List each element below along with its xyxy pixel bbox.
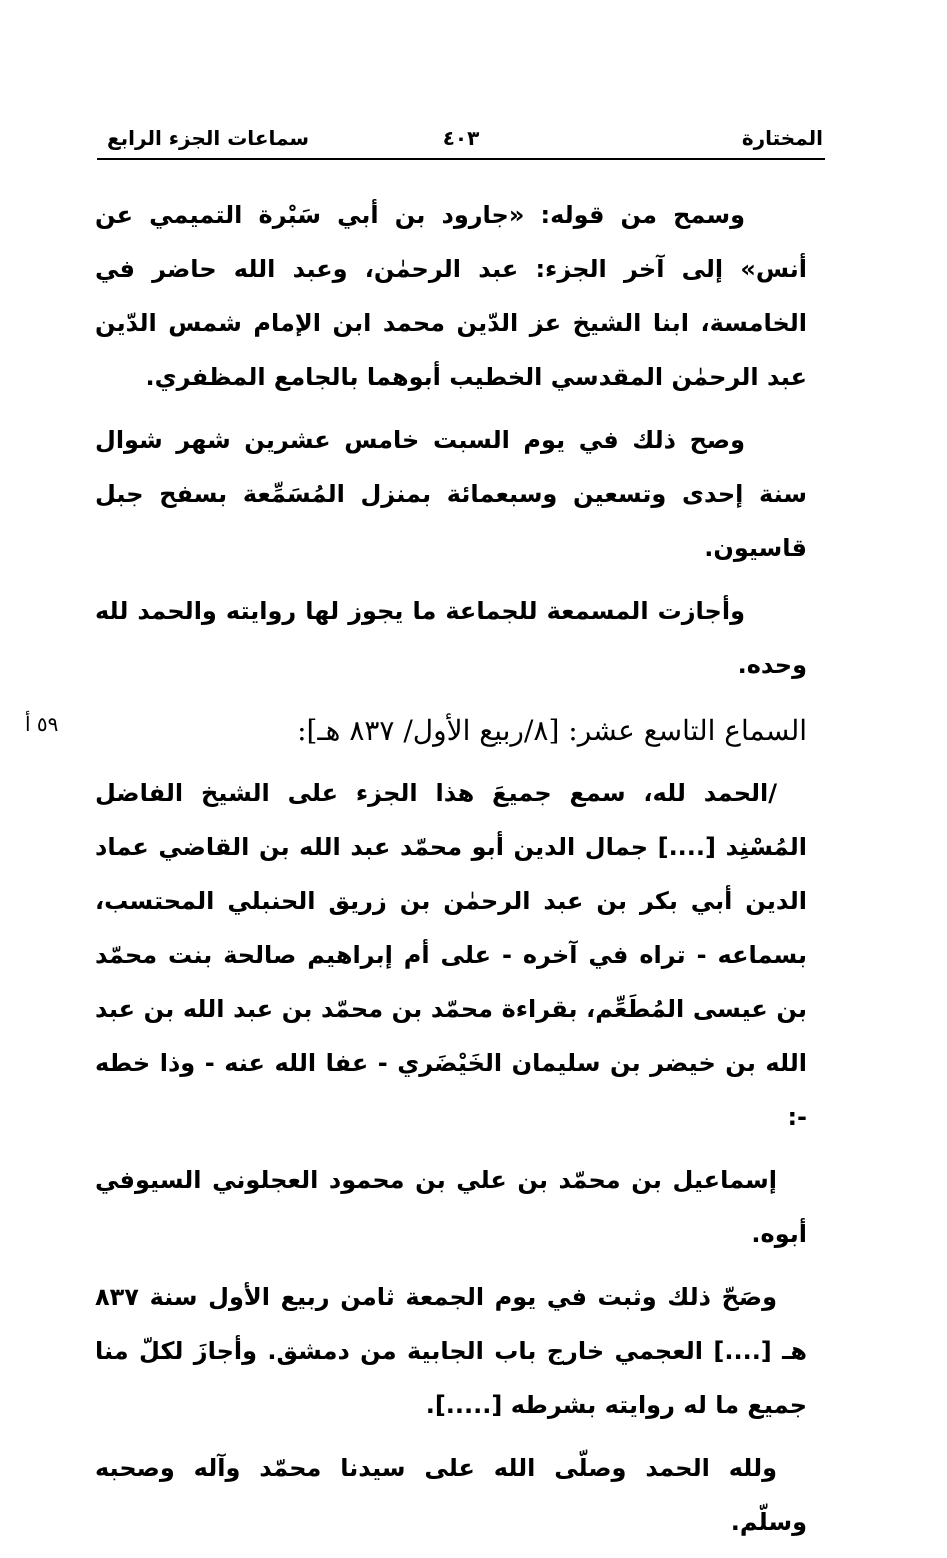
paragraph-validation: وصَحّ ذلك وثبت في يوم الجمعة ثامن ربيع الأول سنة ٨٣٧ هـ [....] العجمي خارج باب الجابية من دمشق. وأجازَ لكلّ منا جميع ما له روايته بشرطه [.....]. [95, 1283, 807, 1419]
paragraph-audition-date: وصح ذلك في يوم السبت خامس عشرين شهر شوال سنة إحدى وتسعين وسبعمائة بمنزل المُسَمِّعة بسفح جبل قاسيون. [95, 426, 807, 562]
paragraph-permission: وأجازت المسمعة للجماعة ما يجوز لها روايته والحمد لله وحده. [95, 597, 807, 679]
paragraph-hearing-record: /الحمد لله، سمع جميعَ هذا الجزء على الشيخ الفاضل المُسْنِد [....] جمال الدين أبو محمّد عبد الله بن القاضي عماد الدين أبي بكر بن عبد الرحمٰن بن زريق الحنبلي المحتسب، بسماعه - تراه في آخره - على أم إبراهيم صالحة بنت محمّد بن عيسى المُطَعِّم، بقراءة محمّد بن محمّد بن عبد الله بن عبد الله بن خيضر بن سليمان الخَيْضَري - عفا الله عنه - وذا خطه -: [95, 779, 807, 1131]
paragraph-listener: إسماعيل بن محمّد بن علي بن محمود العجلوني السيوفي أبوه. [95, 1166, 807, 1248]
section-title: سماعات الجزء الرابع [107, 126, 310, 150]
section-heading: السماع التاسع عشر: [٨/ربيع الأول/ ٨٣٧ هـ]: [297, 714, 807, 747]
paragraph-audition-1: وسمح من قوله: «جارود بن أبي سَبْرة التميمي عن أنس» إلى آخر الجزء: عبد الرحمٰن، وعبد الله حاضر في الخامسة، ابنا الشيخ عز الدّين محمد ابن الإمام شمس الدّين عبد الرحمٰن المقدسي الخطيب أبوهما بالجامع المظفري. [95, 201, 807, 391]
page-number: ٤٠٣ [442, 126, 480, 150]
paragraph-closing: ولله الحمد وصلّى الله على سيدنا محمّد وآله وصحبه وسلّم. [95, 1454, 807, 1536]
running-header [97, 118, 825, 160]
manuscript-folio-marker: ٥٩ أ [25, 712, 59, 736]
book-title: المختارة [741, 126, 823, 150]
